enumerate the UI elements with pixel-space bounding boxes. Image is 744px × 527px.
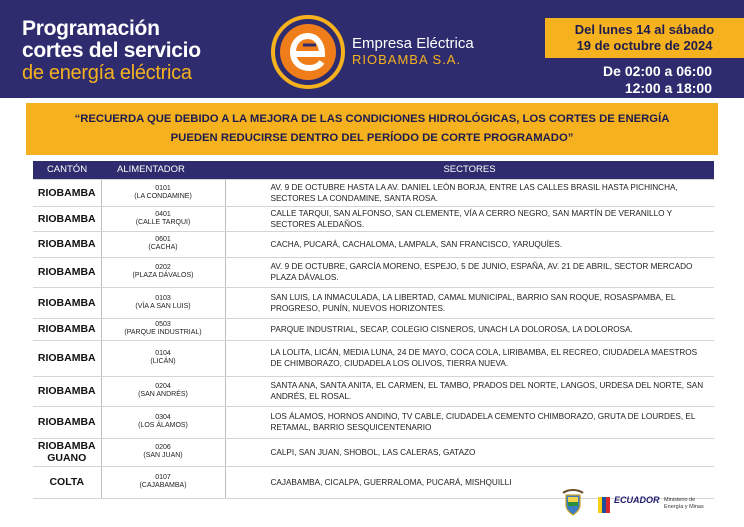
feeder-cell — [101, 257, 225, 287]
feeder-cell — [101, 438, 225, 466]
title-line-2: cortes del servicio — [22, 39, 201, 62]
table-row — [33, 318, 714, 340]
feeder-code: 0401 — [155, 210, 171, 218]
table-row — [33, 438, 714, 466]
feeder-code: 0204 — [155, 383, 171, 390]
company-brand — [352, 36, 474, 67]
canton-cell: RIOBAMBA — [33, 340, 101, 376]
feeder-name: (CALLE TARQUI) — [135, 218, 191, 226]
company-name: Empresa Eléctrica — [352, 35, 474, 52]
feeder-code: 0503 — [155, 321, 171, 328]
sectors-cell: AV. 9 DE OCTUBRE HASTA LA AV. DANIEL LEÓN BORJA, ENTRE LAS CALLES BRASIL HASTA PICHINCHA, SECTORES LA CONDAMINE, SANTA ROSA. — [225, 179, 714, 206]
table-row — [33, 231, 714, 257]
canton-cell: RIOBAMBA — [33, 376, 101, 406]
sectors-cell: SANTA ANA, SANTA ANITA, EL CARMEN, EL TAMBO, PRADOS DEL NORTE, LANGOS, URDESA DEL NORTE, SAN ANDRÉS, EL ROSAL. — [225, 376, 714, 406]
sectors-cell: CACHA, PUCARÁ, CACHALOMA, LAMPALA, SAN FRANCISCO, YARUQUÍES. — [225, 231, 714, 257]
feeder-cell — [101, 466, 225, 498]
canton-cell: RIOBAMBA — [33, 179, 101, 206]
ministry-line-2: Energía y Minas — [664, 503, 704, 510]
feeder-cell — [101, 340, 225, 376]
feeder-code: 0601 — [155, 236, 171, 243]
table-row — [33, 466, 714, 498]
ministry-line-1: Ministerio de — [664, 497, 696, 503]
table-row — [33, 179, 714, 206]
canton-cell: RIOBAMBA — [33, 257, 101, 287]
ministry-label — [664, 497, 724, 510]
feeder-name: (LA CONDAMINE) — [134, 192, 192, 200]
date-line-1: Del lunes 14 al sábado — [574, 22, 715, 37]
feeder-code: 0304 — [155, 414, 171, 421]
time-line-1: De 02:00 a 06:00 — [603, 63, 712, 79]
company-subtitle: RIOBAMBA S.A. — [352, 52, 462, 67]
table-row — [33, 376, 714, 406]
table-row — [33, 340, 714, 376]
canton-cell: RIOBAMBA — [33, 318, 101, 340]
feeder-name: (LOS ÁLAMOS) — [138, 422, 188, 429]
canton-cell — [33, 438, 101, 466]
sectors-cell: LA LOLITA, LICÁN, MEDIA LUNA, 24 DE MAYO, COCA COLA, LIRIBAMBA, EL RECREO, CIUDADELA MAESTROS DE CHIMBORAZO, CIUDADELA LOS OLIVOS, TIERRA NUEVA. — [225, 340, 714, 376]
canton-cell: RIOBAMBA — [33, 287, 101, 318]
feeder-name: (SAN JUAN) — [143, 452, 183, 459]
notice-line-1: “RECUERDA QUE DEBIDO A LA MEJORA DE LAS CONDICIONES HIDROLÓGICAS, LOS CORTES DE ENERGÍA — [74, 113, 670, 125]
canton-name: RIOBAMBA — [37, 440, 96, 452]
feeder-code: 0206 — [155, 444, 171, 451]
feeder-cell — [101, 406, 225, 438]
table-header-row — [33, 161, 714, 179]
notice-banner — [26, 103, 718, 155]
feeder-name: (CACHA) — [148, 244, 178, 251]
feeder-code: 0101 — [155, 184, 171, 192]
feeder-cell — [101, 376, 225, 406]
feeder-name: (CAJABAMBA) — [139, 482, 187, 489]
sectors-cell: CALPI, SAN JUAN, SHOBOL, LAS CALERAS, GATAZO — [225, 438, 714, 466]
feeder-name: (VÍA A SAN LUIS) — [135, 302, 191, 310]
feeder-code: 0202 — [155, 264, 171, 271]
sectors-cell: CAJABAMBA, CICALPA, GUERRALOMA, PUCARÁ, MISHQUILLI — [225, 466, 714, 498]
feeder-code: 0104 — [155, 350, 171, 357]
canton-cell: RIOBAMBA — [33, 406, 101, 438]
feeder-cell — [101, 318, 225, 340]
time-range — [545, 63, 744, 97]
feeder-code: 0103 — [155, 294, 171, 302]
feeder-cell — [101, 179, 225, 206]
title-line-3: de energía eléctrica — [22, 62, 192, 84]
title-block — [22, 18, 222, 84]
feeder-name: (PARQUE INDUSTRIAL) — [124, 329, 202, 336]
canton-cell: COLTA — [33, 466, 101, 498]
column-header-feeder: ALIMENTADOR — [101, 161, 225, 179]
feeder-name: (LICÁN) — [150, 358, 176, 365]
feeder-cell — [101, 206, 225, 231]
sectors-cell: SAN LUIS, LA INMACULADA, LA LIBERTAD, CAMAL MUNICIPAL, BARRIO SAN ROQUE, ROSASPAMBA, EL PROGRESO, PUNÍN, NUEVOS HORIZONTES. — [225, 287, 714, 318]
canton-cell: RIOBAMBA — [33, 231, 101, 257]
company-logo-icon — [270, 14, 346, 90]
date-range-box — [545, 18, 744, 58]
date-line-2: 19 de octubre de 2024 — [576, 38, 713, 53]
ecuador-logo-text: ECUADOR — [614, 495, 660, 505]
canton-name-2: GUANO — [47, 452, 87, 464]
canton-cell: RIOBAMBA — [33, 206, 101, 231]
table-row — [33, 206, 714, 231]
feeder-name: (PLAZA DÁVALOS) — [132, 272, 194, 279]
column-header-canton: CANTÓN — [33, 161, 101, 179]
sectors-cell: LOS ÁLAMOS, HORNOS ANDINO, TV CABLE, CIUDADELA CEMENTO CHIMBORAZO, GRUTA DE LOURDES, EL RETAMAL, BARRIO SESQUICENTENARIO — [225, 406, 714, 438]
outage-schedule-table — [33, 161, 714, 499]
table-row — [33, 287, 714, 318]
table-row — [33, 257, 714, 287]
feeder-cell — [101, 287, 225, 318]
column-header-sectors: SECTORES — [225, 161, 714, 179]
sectors-cell: CALLE TARQUI, SAN ALFONSO, SAN CLEMENTE, VÍA A CERRO NEGRO, SAN MARTÍN DE VERANILLO Y SECTORES ALEDAÑOS. — [225, 206, 714, 231]
feeder-name: (SAN ANDRÉS) — [138, 391, 188, 398]
title-line-1: Programación — [22, 17, 160, 40]
feeder-code: 0107 — [155, 474, 171, 481]
table-row — [33, 406, 714, 438]
feeder-cell — [101, 231, 225, 257]
sectors-cell: AV. 9 DE OCTUBRE, GARCÍA MORENO, ESPEJO, 5 DE JUNIO, ESPAÑA, AV. 21 DE ABRIL, SECTOR MERCADO PLAZA DÁVALOS. — [225, 257, 714, 287]
notice-line-2: PUEDEN REDUCIRSE DENTRO DEL PERÍODO DE CORTE PROGRAMADO” — [170, 132, 574, 144]
ecuador-coat-of-arms-icon — [560, 487, 586, 517]
header-banner — [0, 0, 744, 98]
sectors-cell: PARQUE INDUSTRIAL, SECAP, COLEGIO CISNEROS, UNACH LA DOLOROSA, LA DOLOROSA. — [225, 318, 714, 340]
time-line-2: 12:00 a 18:00 — [624, 80, 712, 96]
